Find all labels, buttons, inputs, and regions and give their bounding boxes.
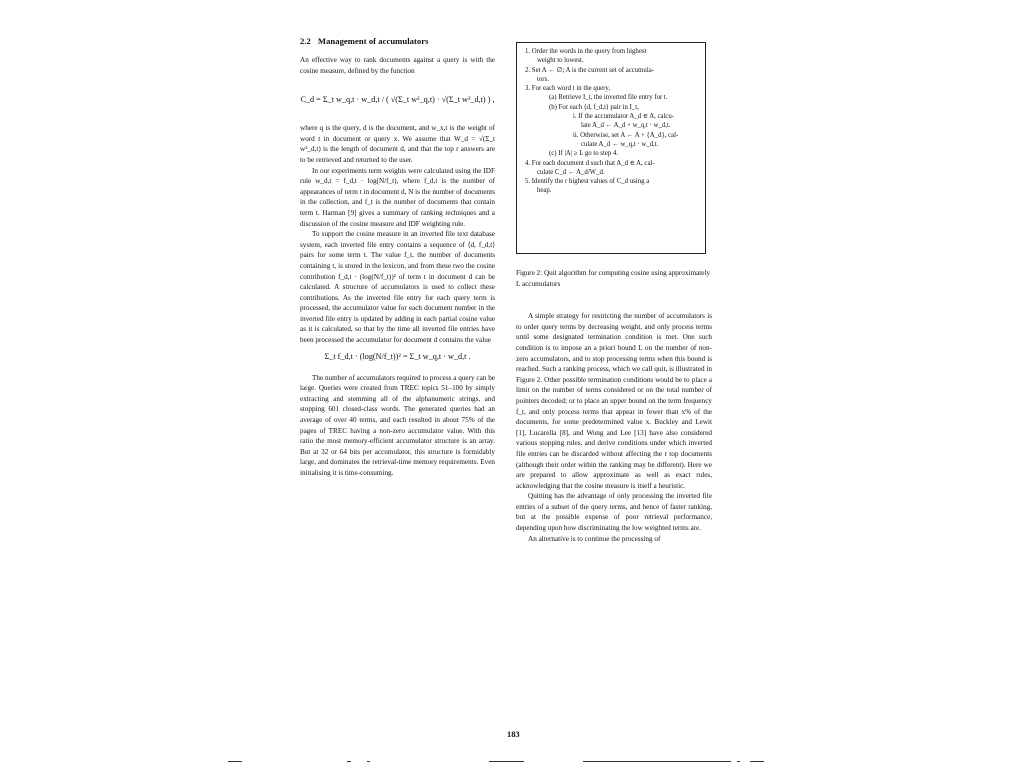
algorithm-line: ii. Otherwise, set A ← A + {A_d}, cal- — [573, 131, 679, 139]
right-column — [516, 42, 712, 544]
algorithm-line: culate A_d ← w_q,t · w_d,t. — [581, 140, 659, 148]
figure-caption: Figure 2: Quit algorithm for computing cosine using approximately L accumulators — [516, 269, 711, 288]
algorithm-line: heap. — [537, 187, 552, 195]
section-title: Management of accumulators — [317, 36, 429, 46]
left-column — [300, 36, 495, 479]
section-heading — [300, 36, 495, 46]
footer-rule — [737, 761, 740, 762]
accumulator-formula: Σ_t f_d,t · (log(N/f_t))² = Σ_t w_q,t · w_d,t . — [324, 351, 471, 361]
algorithm-line: (c) If |A| ≥ L go to step 4. — [549, 150, 619, 158]
algorithm-line: 1. Order the words in the query from highest — [525, 48, 647, 55]
section-number: 2.2 — [300, 36, 311, 46]
right-column-text — [516, 311, 712, 544]
paragraph: In our experiments term weights were calculated using the IDF rule w_d,t = f_d,t · log(N/f_t), where f_d,t is the number of appearances of term t in document d, N is the number of documents in the collection, and f_t is the number of documents that contain term t. Harman [9] gives a summary of ranking techniques and a discussion of the cosine measure and IDF weighting rule. — [300, 166, 496, 228]
algorithm-line: weight to lowest. — [537, 57, 584, 65]
paragraph: Quitting has the advantage of only processing the inverted file entries of a subset of the query terms, and hence of faster ranking, but at the possible expense of poor retrieval performance, depending upon how discriminating the low weighted terms are. — [516, 492, 712, 533]
algorithm-line: 3. For each word t in the query, — [525, 85, 611, 93]
footer-rule — [367, 761, 370, 762]
footer-rule — [750, 761, 764, 762]
paragraph: where q is the query, d is the document, and w_x,t is the weight of word t in document or query x. We assume that W_d = √(Σ_t w²_d,t) is the length of document d, and that the top r answers are to be retrieved and returned to the user. — [300, 124, 495, 164]
footer-rule — [228, 761, 242, 762]
paragraph: To support the cosine measure in an inverted file text database system, each inverted file entry contains a sequence of ⟨d, f_d,t⟩ pairs for some term t. The value f_t, the number of documents containing t, is stored in the lexicon, and from these two the cosine contribution f_d,t · (log(N/f_t))² of term t in document d can be calculated. A structure of accumulators is used to collect these contributions. As the inverted file entry for each query term is processed, the accumulator value for each document number in the inverted file entry is updated by adding in each partial cosine value as it is calculated, so that by the time all inverted file entries have been processed the accumulator for document d contains the value — [300, 230, 495, 345]
algorithm-line: tors. — [537, 75, 549, 83]
paragraph: The number of accumulators required to process a query can be large. Queries were created from TREC topics 51–100 by simply extracting and stemming all of the alphanumeric strings, and stopping 601 closed-class words. The generated queries had an average of over 40 terms, and each resulted in about 75% of the pages of TREC having a non-zero accumulator value. With this ratio the most memory-efficient accumulator structure is an array. But at 32 or 64 bits per accumulator, this structure is formidably large, and dominates the retrieval-time memory requirements. Even initialising it is time-consuming. — [300, 373, 495, 477]
algorithm-lines — [525, 47, 703, 196]
paragraph: An alternative is to continue the processing of — [528, 534, 661, 543]
algorithm-line: 4. For each document d such that A_d ∈ A, cal- — [525, 159, 655, 167]
algorithm-line: 2. Set A ← ∅; A is the current set of accumula- — [525, 66, 654, 74]
page-number: 183 — [507, 730, 520, 739]
algorithm-line: late A_d ← A_d + w_q,t · w_d,t. — [581, 122, 671, 130]
footer-rule — [347, 761, 351, 762]
algorithm-line: i. If the accumulator A_d ∈ A, calcu- — [573, 113, 675, 121]
cosine-formula: C_d = Σ_t w_q,t · w_d,t / ( √(Σ_t w²_q,t) · √(Σ_t w²_d,t) ) , — [300, 95, 495, 105]
algorithm-line: (b) For each ⟨d, f_d,t⟩ pair in I_t, — [549, 103, 639, 111]
footer-rule — [489, 761, 524, 762]
algorithm-box — [516, 42, 706, 254]
footer-rule — [583, 761, 731, 762]
algorithm-line: culate C_d ← A_d/W_d. — [537, 168, 605, 176]
paragraph: An effective way to rank documents against a query is with the cosine measure, defined by the function — [300, 56, 495, 75]
algorithm-line: 5. Identify the r highest values of C_d using a — [525, 178, 650, 186]
algorithm-line: (a) Retrieve I_t, the inverted file entry for t. — [549, 94, 668, 102]
paragraph: A simple strategy for restricting the number of accumulators is to order query terms by decreasing weight, and only process terms until some designated termination condition is met. One such condition is to impose an a priori bound L on the number of non-zero accumulators, and to stop processing terms when this bound is reached. Such a ranking process, which we call quit, is illustrated in Figure 2. Other possible termination conditions would be to place a limit on the number of terms considered or on the total number of pointers decoded; or to place an upper bound on the term frequency f_t, and only process terms that appear in fewer than x% of the documents, for some predetermined value x. Buckley and Lewit [1], Lucarella [8], and Wong and Lee [13] have also considered various stopping rules, and derive conditions under which inverted file entries can be discarded without affecting the r top documents (although their order within the ranking may be different). Here we are prepared to allow approximate as well as exact rules, acknowledging that the cosine measure is itself a heuristic. — [516, 312, 712, 490]
